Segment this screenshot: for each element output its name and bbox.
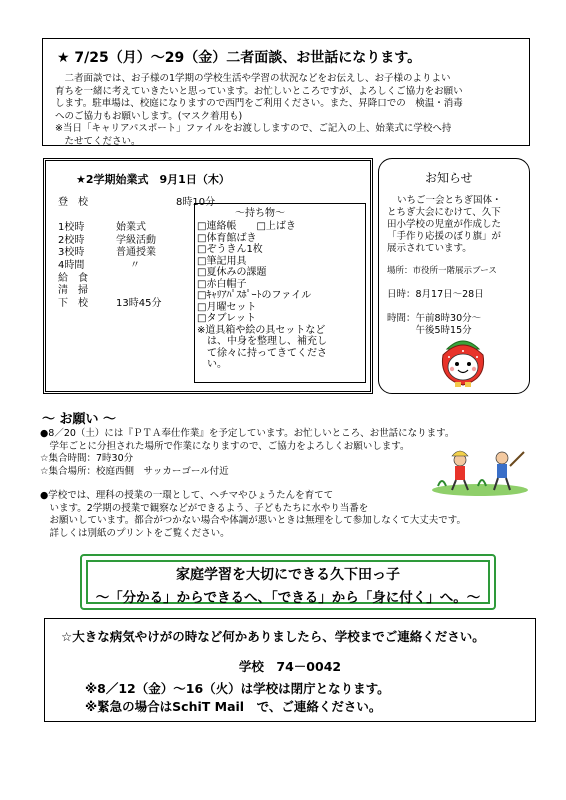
meeting-time: ☆集合時間：7時30分 [40, 453, 134, 464]
schedule-row: 下 校 13時45分 [58, 297, 162, 309]
footer-line-4: ※緊急の場合はSchiT Mail で、ご連絡ください。 [85, 699, 382, 714]
onegai-line: お願いしています。都合がつかない場合や体調が悪いときは無理をして参加しなくて大丈夫です。 [40, 515, 466, 526]
belonging-item: □連絡帳 □上ばき [197, 221, 296, 232]
interview-notice-body [55, 73, 525, 148]
interview-notice-title: ★ 7/25（月）～29（金）二者面談、お世話になります。 [57, 50, 422, 66]
interview-notice-box [42, 38, 530, 146]
oshirase-body [387, 195, 527, 337]
footer-line-1: ☆大きな病気やけがの時など何かありましたら、学校までご連絡ください。 [61, 629, 485, 644]
belonging-item: □体育館ばき [197, 232, 257, 244]
belonging-item: □ぞうきん1枚 [197, 244, 263, 255]
body-line: 育ちを一緒に考えていきたいと思っています。お忙しいところですが、よろしくご協力をお願い [55, 85, 463, 97]
oshirase-date: 日時：8月17日～28日 [387, 289, 484, 300]
footer-contact-box [44, 618, 536, 722]
schedule-row: 登 校 8時10分 [58, 197, 216, 208]
body-line: 二者面談では、お子様の1学期の学校生活や学習の状況などをお伝えし、お子様のよりよい [55, 73, 451, 84]
belongings-note: い。 [197, 359, 227, 370]
oshirase-line: 田小学校の児童が作成した [387, 219, 502, 230]
schedule-row: 清 掃 [58, 285, 88, 297]
onegai-line: ●学校では、理科の授業の一環として、ヘチマやひょうたんを育てて [40, 490, 334, 501]
belongings-box [194, 203, 366, 383]
onegai-line: ●8／20（土）には『ＰＴＡ奉仕作業』を予定しています。お忙しいところ、お世話になります。 [40, 428, 455, 439]
onegai-line: 学年ごとに分担された場所で作業になりますので、ご協力をよろしくお願いします。 [40, 440, 410, 452]
oshirase-line: 「手作り応援のぼり旗」が [387, 231, 502, 242]
schedule-row: 給 食 [58, 272, 88, 284]
school-phone: 学校 74－0042 [238, 659, 342, 674]
belonging-item: □赤白帽子 [197, 278, 247, 290]
motto-banner [80, 554, 496, 610]
belonging-item: □ｷｬﾘｱﾊﾟｽﾎﾟｰﾄのファイル [197, 290, 312, 301]
oshirase-place: 場所：市役所一階展示ブース [387, 266, 497, 276]
body-line: します。駐車場は、校庭になりますので西門をご利用ください。また、昇降口での 検温・消毒 [55, 98, 463, 109]
schedule-row: 1校時 始業式 [58, 222, 146, 234]
belongings-note: て徐々に持ってきてくださ [197, 347, 327, 359]
belonging-item: □夏休みの課題 [197, 267, 267, 278]
strawberry-mascot-illustration [437, 335, 489, 389]
belongings-title: ～持ち物～ [235, 208, 285, 219]
schedule-row: 4時間 〃 [58, 259, 140, 271]
belongings-note: ※道具箱や絵の具セットなど [197, 324, 326, 336]
onegai-item-2 [40, 490, 540, 540]
belonging-item: □タブレット [197, 313, 256, 324]
ceremony-box [43, 158, 373, 394]
note-line: たせてください。 [55, 135, 141, 147]
oshirase-time: 午後5時15分 [387, 325, 472, 336]
motto-line-1: 家庭学習を大切にできる久下田っ子 [176, 567, 400, 583]
oshirase-time: 時間：午前8時30分～ [387, 313, 482, 324]
note-line: ※当日「キャリアパスポート」ファイルをお渡ししますので、ご記入の上、始業式に学校へ持 [55, 123, 452, 134]
meeting-place: ☆集合場所：校庭西側 サッカーゴール付近 [40, 465, 229, 477]
oshirase-title: お知らせ [425, 171, 473, 185]
belonging-item: □月曜セット [197, 301, 257, 313]
belongings-note: は、中身を整理し、補充し [197, 336, 327, 347]
onegai-title: ～ お願い ～ [42, 412, 117, 427]
onegai-line: います。2学期の授業で観察などができるよう、子どもたちに水やり当番を [40, 502, 369, 514]
schedule-row: 2校時 学級活動 [58, 234, 156, 246]
footer-line-3: ※8／12（金）～16（火）は学校は閉庁となります。 [85, 681, 390, 696]
oshirase-line: いちご一会とちぎ国体・ [397, 195, 502, 206]
oshirase-box [378, 158, 530, 394]
schedule-row: 3校時 普通授業 [58, 247, 156, 259]
body-line: へのご協力もお願いします。(マスク着用も) [55, 110, 243, 122]
belonging-item: □筆記用具 [197, 255, 247, 267]
motto-line-2: ～「分かる」からできるへ、「できる」から「身に付く」へ。～ [95, 590, 481, 606]
belongings-list [197, 221, 327, 371]
ceremony-title: ★2学期始業式 9月1日（木） [76, 173, 230, 186]
onegai-line: 詳しくは別紙のプリントをご覧ください。 [40, 527, 230, 539]
oshirase-line: とちぎ大会にむけて、久下 [387, 207, 501, 218]
oshirase-line: 展示されています。 [387, 243, 472, 254]
